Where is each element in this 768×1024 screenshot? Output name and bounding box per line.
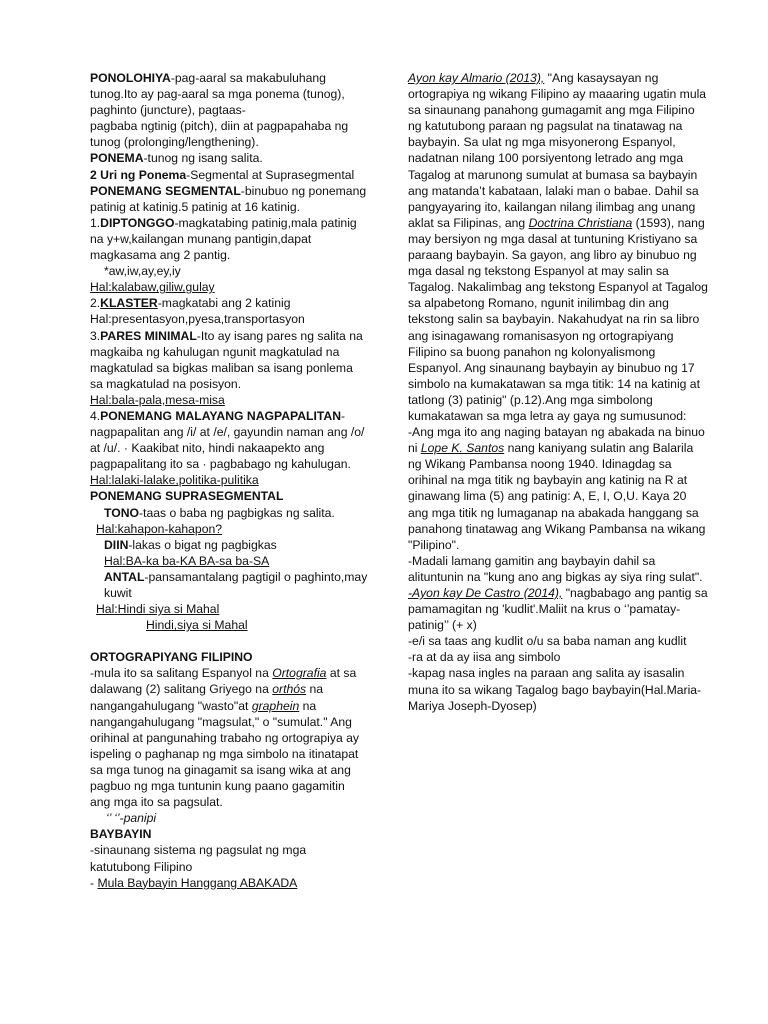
definition-text: -nagpapalitan ang /i/ at /e/, gayundin naman ang /o/ at /u/. · Kaakibat nito, hindi nakaapekto ang pagpapalitang ito sa · pagbabago ng kahulugan. [90,408,365,472]
paragraph-abakada [408,424,708,553]
heading-ortograpiyang-filipino [90,649,368,665]
definition-text: -pansamantalang pagtigil o paghinto,may kuwit [104,569,368,600]
paragraph-de-castro [408,585,708,633]
body-text: "Ang kasaysayan ng ortograpiya ng wikang Filipino ay maaaring ugatin mula sa sinaunang panahong gumagamit ang mga Filipino ng katutubong paraan ng pagsulat na tinatawag na baybayin. Sa ulat ng mga misyonerong Espanyol, nadatnan nilang 100 porsiyentong letrado ang mga Tagalog at marunong sumulat at bumasa sa baybayin ang matanda’t kabataan, lalaki man o babae. Dahil sa pangyayaring ito, kailangan nilang ilimbag ang unang aklat sa Filipinas, ang [408,71,707,230]
body-text: na nangangahulugang "wasto"at [90,682,324,713]
body-text: "nagbabago ang pantig sa pamamagitan ng 'kudlit'.Maliit na krus o ‘’pamatay-patinig’’ (+ x) [408,586,708,633]
paragraph-antal [90,569,368,601]
list-number: 3. [90,328,101,343]
paragraph-ortograpiya [90,665,368,810]
term-ponolohiya: PONOLOHIYA [90,71,171,85]
paragraph-pares-minimal [90,328,368,392]
citation-de-castro: -Ayon kay De Castro (2014), [408,586,563,600]
spacer [90,633,368,649]
term-ponemang-segmental: PONEMANG SEGMENTAL [90,183,241,198]
example-tono [90,521,368,537]
list-number: 1. [90,215,101,230]
name-lope-k-santos: Lope K. Santos [420,441,505,456]
definition-text: -Ito ay isang pares ng salita na magkaiba ng kahulugan ngunit magkatulad na magkatulad sa bigkas maliban sa isang ponlema sa magkatulad na posisyon. [90,328,363,391]
citation-almario: Ayon kay Almario (2013), [408,71,545,85]
reference-abakada [90,875,368,891]
body-text: at sa dalawang (2) salitang Griyego na [90,666,357,697]
term-malayang-nagpapalitan: PONEMANG MALAYANG NAGPAPALITAN [100,408,341,423]
definition-text: -Segmental at Suprasegmental [186,167,355,182]
term-ponema: PONEMA [90,151,144,166]
definition-text: -magkatabing patinig,mala patinig na y+w,kailangan munang pantigin,dapat magkasama ang 2 pantig. [90,215,357,263]
example-text: Hal:BA-ka ba-KA BA-sa ba-SA [104,553,270,568]
paragraph-ponema [90,150,368,166]
term-klaster: KLASTER [100,296,158,311]
example-text: Hal:Hindi siya si Mahal [96,602,220,617]
paragraph-madali: -Madali lamang gamitin ang baybayin dahil sa alituntunin na "kung ano ang bigkas ay siya ring sulat". [408,553,703,584]
reference-title: Mula Baybayin Hanggang ABAKADA [97,875,298,890]
example-antal-1 [90,601,368,617]
right-column [408,70,708,714]
body-text: na nangangahulugang "magsulat," o "sumulat." Ang orihinal at pangunahing trabaho ng ortograpiya ay ispeling o paghanap ng mga simbolo na itinatapat sa mga tunog na ginagamit sa isang wika at ang pagbuo ng mga tuntunin kung paano gagamitin ang mga ito sa pagsulat. [90,698,359,810]
body-text: -mula ito sa salitang Espanyol na [90,666,273,681]
example-malayang-nagpapalitan: Hal:lalaki-lalake,politika-pulitika [90,473,259,488]
term-tono: TONO [104,505,139,520]
paragraph-almario [408,70,708,424]
term-antal: ANTAL [104,569,145,584]
list-number: 2. [90,296,101,311]
paragraph-ra-da: -ra at da ay iisa ang simbolo [408,650,561,665]
definition-text: -binubuo ng ponemang patinig at katinig.5 patinig at 16 katinig. [90,183,367,214]
list-dash: - [90,875,98,890]
paragraph-klaster [90,295,368,311]
term-pares-minimal: PARES MINIMAL [100,328,197,343]
definition-text: -magkatabi ang 2 katinig [157,296,291,311]
definition-text: -lakas o bigat ng pagbigkas [128,537,277,552]
body-text: nang kaniyang sulatin ang Balarila ng Wikang Pambansa noong 1940. Idinagdag sa orihinal na mga titik ng baybayin ang katinig na R at ginawang lima (5) ang patinig: A, E, I, O,U. Kaya 20 ang mga titik ng lumaganap na abakada hanggang sa panahong tinatawag ang Wikang Pambansa na wikang "Pilipino". [408,441,706,552]
term-diin: DIIN [104,537,129,552]
term-orthos: orthós [272,682,307,697]
example-text: Hal:kahapon-kahapon? [96,521,223,536]
example-diin [90,553,368,569]
body-text: (1593), nang may bersiyon ng mga dasal at tuntuning Kristiyano sa paraang baybayin. Sa gayon, ang libro ay binubuo ng mga dasal ng tekstong Espanyol at may salin sa Tagalog. Nakalimbag ang tekstong Espanyol at Tagalog sa alpabetong Romano, ngunit inilimbag din ang tekstong salin sa baybayin. Nakahudyat na rin sa libro ang isinagawang romanisasyon ng ortograpiyang Filipino sa buong panahon ng kolonyalismong Espanyol. Ang sinaunang baybayin ay binubuo ng 17 simbolo na kumakatawan sa mga titik: 14 na katinig at tatlong (3) patinig" (p.12).Ang mga simbolong kumakatawan sa mga letra ay gaya ng sumusunod: [408,215,708,423]
paragraph-uri-ng-ponema [90,167,368,183]
paragraph-diin [90,537,368,553]
term-uri-ng-ponema: 2 Uri ng Ponema [90,167,187,182]
paragraph-diptonggo [90,215,368,263]
term-graphein: graphein [251,698,300,713]
panipi-note: ‘’ ‘’-panipi [106,811,157,826]
paragraph-ponolohiya-cont: pagbaba ngtinig (pitch), diin at pagpapahaba ng tunog (prolonging/lengthening). [90,119,349,150]
heading-baybayin [90,826,368,842]
definition-text: -tunog ng isang salita. [143,151,263,166]
example-diptonggo: Hal:kalabaw,giliw,gulay [90,280,215,295]
paragraph-ponemang-segmental [90,183,368,215]
list-number: 4. [90,408,101,423]
paragraph-malayang-nagpapalitan [90,408,368,472]
term-diptonggo: DIPTONGGO [100,215,175,230]
body-text: -Ang mga ito ang naging batayan ng abakada na binuo ni [408,425,705,456]
diptonggo-examples: *aw,iw,ay,ey,iy [104,264,181,279]
heading-ponemang-suprasegmental [90,488,368,504]
example-text: Hindi,siya si Mahal [146,618,248,633]
paragraph-kudlit: -e/i sa taas ang kudlit o/u sa baba naman ang kudlit [408,634,687,649]
term-suprasegmental: PONEMANG SUPRASEGMENTAL [90,489,284,504]
example-pares-minimal: Hal:bala-pala,mesa-misa [90,392,225,407]
paragraph-baybayin: -sinaunang sistema ng pagsulat ng mga katutubong Filipino [90,843,307,874]
paragraph-ponolohiya [90,70,368,118]
paragraph-tono [90,505,368,521]
definition-text: -pag-aaral sa makabuluhang tunog.Ito ay pag-aaral sa mga ponema (tunog), paghinto (juncture), pagtaas- [90,71,345,118]
left-column [90,70,368,891]
example-klaster: Hal:presentasyon,pyesa,transportasyon [90,312,305,327]
term-ortografia: Ortografia [272,666,327,681]
term-ortograpiyang-filipino: ORTOGRAPIYANG FILIPINO [90,650,253,665]
term-baybayin: BAYBAYIN [90,827,152,842]
paragraph-ingles: -kapag nasa ingles na paraan ang salita ay isasalin muna ito sa wikang Tagalog bago baybayin(Hal.Maria-Mariya Joseph-Dyosep) [408,666,702,713]
title-doctrina-christiana: Doctrina Christiana [528,215,633,230]
example-antal-2 [90,617,368,633]
definition-text: -taas o baba ng pagbigkas ng salita. [139,505,335,520]
